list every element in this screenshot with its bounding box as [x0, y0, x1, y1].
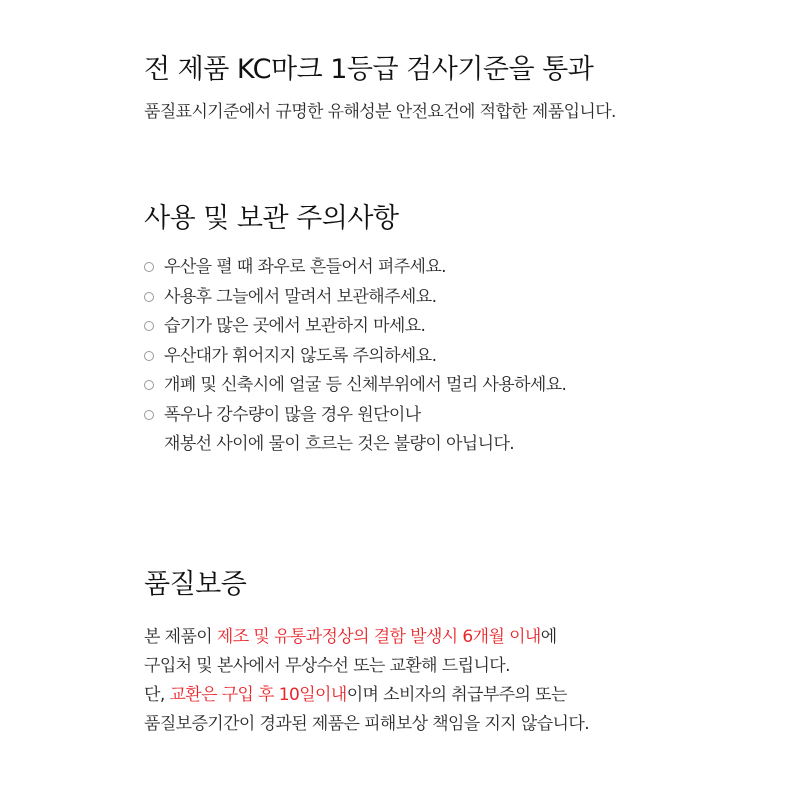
circle-bullet-icon: [144, 321, 154, 331]
certification-text: 품질표시기준에서 규명한 유해성분 안전요건에 적합한 제품입니다.: [144, 102, 616, 122]
warranty-section: [144, 567, 784, 739]
warranty-line-3: [144, 681, 784, 710]
warranty-text-segment: 단,: [144, 685, 170, 705]
circle-bullet-icon: [144, 262, 154, 272]
warranty-highlight: 제조 및 유통과정상의 결함 발생시 6개월 이내: [216, 627, 541, 647]
caution-item-text: 우산을 펼 때 좌우로 흔들어서 펴주세요.: [164, 257, 446, 277]
circle-bullet-icon: [144, 410, 154, 420]
caution-item: [144, 253, 784, 283]
warranty-line-4: 품질보증기간이 경과된 제품은 피해보상 책임을 지지 않습니다.: [144, 714, 589, 734]
warranty-heading: 품질보증: [144, 569, 247, 600]
caution-item: [144, 283, 784, 313]
warranty-line-1: [144, 623, 784, 652]
warranty-text-segment: 이며 소비자의 취급부주의 또는: [346, 685, 567, 705]
circle-bullet-icon: [144, 380, 154, 390]
caution-section: [144, 201, 784, 460]
warranty-highlight: 교환은 구입 후 10일이내: [169, 685, 347, 705]
circle-bullet-icon: [144, 351, 154, 361]
caution-item: [144, 342, 784, 372]
certification-section: [144, 52, 784, 127]
caution-item-text: 사용후 그늘에서 말려서 보관해주세요.: [164, 286, 437, 307]
warranty-text-segment: 에: [540, 627, 557, 647]
caution-item: [144, 401, 784, 460]
warranty-line-2: 구입처 및 본사에서 무상수선 또는 교환해 드립니다.: [144, 656, 510, 676]
caution-item-text: 개폐 및 신축시에 얼굴 등 신체부위에서 멀리 사용하세요.: [164, 375, 567, 395]
caution-item: [144, 371, 784, 401]
warranty-text: [144, 623, 784, 739]
caution-item: [144, 312, 784, 342]
caution-item-text: 폭우나 강수량이 많을 경우 원단이나: [164, 404, 421, 425]
caution-item-text-continued: 재봉선 사이에 물이 흐르는 것은 불량이 아닙니다.: [164, 434, 515, 454]
caution-item-text: 습기가 많은 곳에서 보관하지 마세요.: [164, 316, 426, 336]
circle-bullet-icon: [144, 292, 154, 302]
certification-heading: 전 제품 KC마크 1등급 검사기준을 통과: [144, 54, 594, 85]
caution-heading: 사용 및 보관 주의사항: [144, 203, 399, 234]
warranty-text-segment: 본 제품이: [144, 627, 217, 647]
caution-list: [144, 253, 784, 460]
caution-item-text: 우산대가 휘어지지 않도록 주의하세요.: [164, 345, 437, 366]
